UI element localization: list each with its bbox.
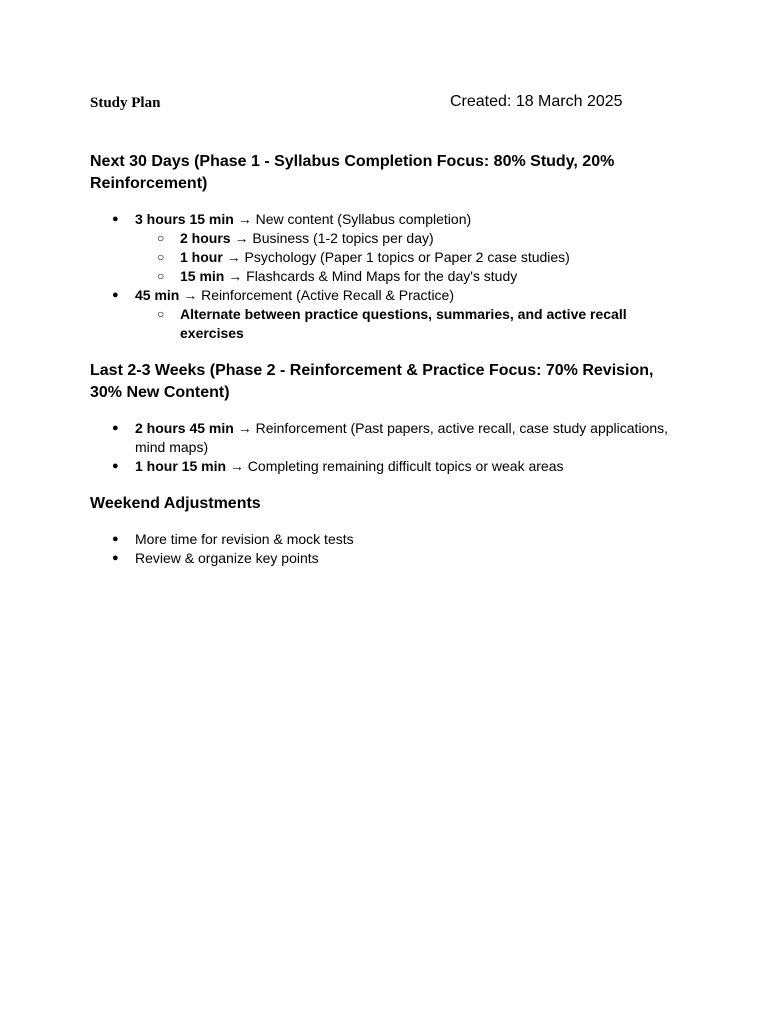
- created-date: Created: 18 March 2025: [450, 93, 623, 110]
- item-text: → Psychology (Paper 1 topics or Paper 2 case studies): [222, 249, 570, 265]
- list-item: [90, 549, 680, 568]
- hollow-bullet-icon: ○: [157, 269, 165, 283]
- phase2-list: [90, 419, 680, 476]
- sub-list-item: [135, 248, 680, 267]
- phase2-heading: Last 2-3 Weeks (Phase 2 - Reinforcement & Practice Focus: 70% Revision, 30% New Content): [90, 362, 654, 401]
- item-text: Review & organize key points: [135, 550, 319, 566]
- filled-bullet-icon: ●: [112, 289, 119, 301]
- document-body: [90, 151, 680, 585]
- time-label: 1 hour: [180, 249, 223, 265]
- filled-bullet-icon: ●: [112, 213, 119, 225]
- time-label: 45 min: [135, 287, 180, 303]
- list-item: [90, 530, 680, 549]
- item-text: More time for revision & mock tests: [135, 531, 354, 547]
- item-text: → Completing remaining difficult topics or weak areas: [226, 458, 564, 474]
- item-text: → Flashcards & Mind Maps for the day's study: [224, 268, 518, 284]
- item-text: → New content (Syllabus completion): [233, 211, 472, 227]
- sub-list-item: [135, 267, 680, 286]
- list-item: [90, 457, 680, 476]
- filled-bullet-icon: ●: [112, 552, 119, 564]
- sub-list: [135, 305, 680, 343]
- time-label: 1 hour 15 min: [135, 458, 227, 474]
- item-text: → Reinforcement (Past papers, active recall, case study applications, mind maps): [135, 420, 669, 455]
- list-item: [90, 210, 680, 286]
- time-label: 2 hours 45 min: [135, 420, 234, 436]
- list-item: [90, 286, 680, 343]
- item-text: → Reinforcement (Active Recall & Practice): [179, 287, 454, 303]
- time-label: 3 hours 15 min: [135, 211, 234, 227]
- sub-list-item: [135, 229, 680, 248]
- phase1-list: [90, 210, 680, 343]
- filled-bullet-icon: ●: [112, 422, 119, 434]
- time-label: 15 min: [180, 268, 225, 284]
- hollow-bullet-icon: ○: [157, 250, 165, 264]
- list-item: [90, 419, 680, 457]
- hollow-bullet-icon: ○: [157, 231, 165, 245]
- time-label: 2 hours: [180, 230, 231, 246]
- weekend-heading: Weekend Adjustments: [90, 495, 261, 512]
- filled-bullet-icon: ●: [112, 533, 119, 545]
- item-text: → Business (1-2 topics per day): [230, 230, 434, 246]
- hollow-bullet-icon: ○: [157, 307, 165, 321]
- document-title: Study Plan: [90, 95, 161, 111]
- weekend-list: [90, 530, 680, 568]
- sub-list: [135, 229, 680, 286]
- phase1-heading: Next 30 Days (Phase 1 - Syllabus Completion Focus: 80% Study, 20% Reinforcement): [90, 153, 615, 192]
- filled-bullet-icon: ●: [112, 460, 119, 472]
- sub-list-item: [135, 305, 680, 343]
- item-text: Alternate between practice questions, summaries, and active recall exercises: [180, 306, 627, 341]
